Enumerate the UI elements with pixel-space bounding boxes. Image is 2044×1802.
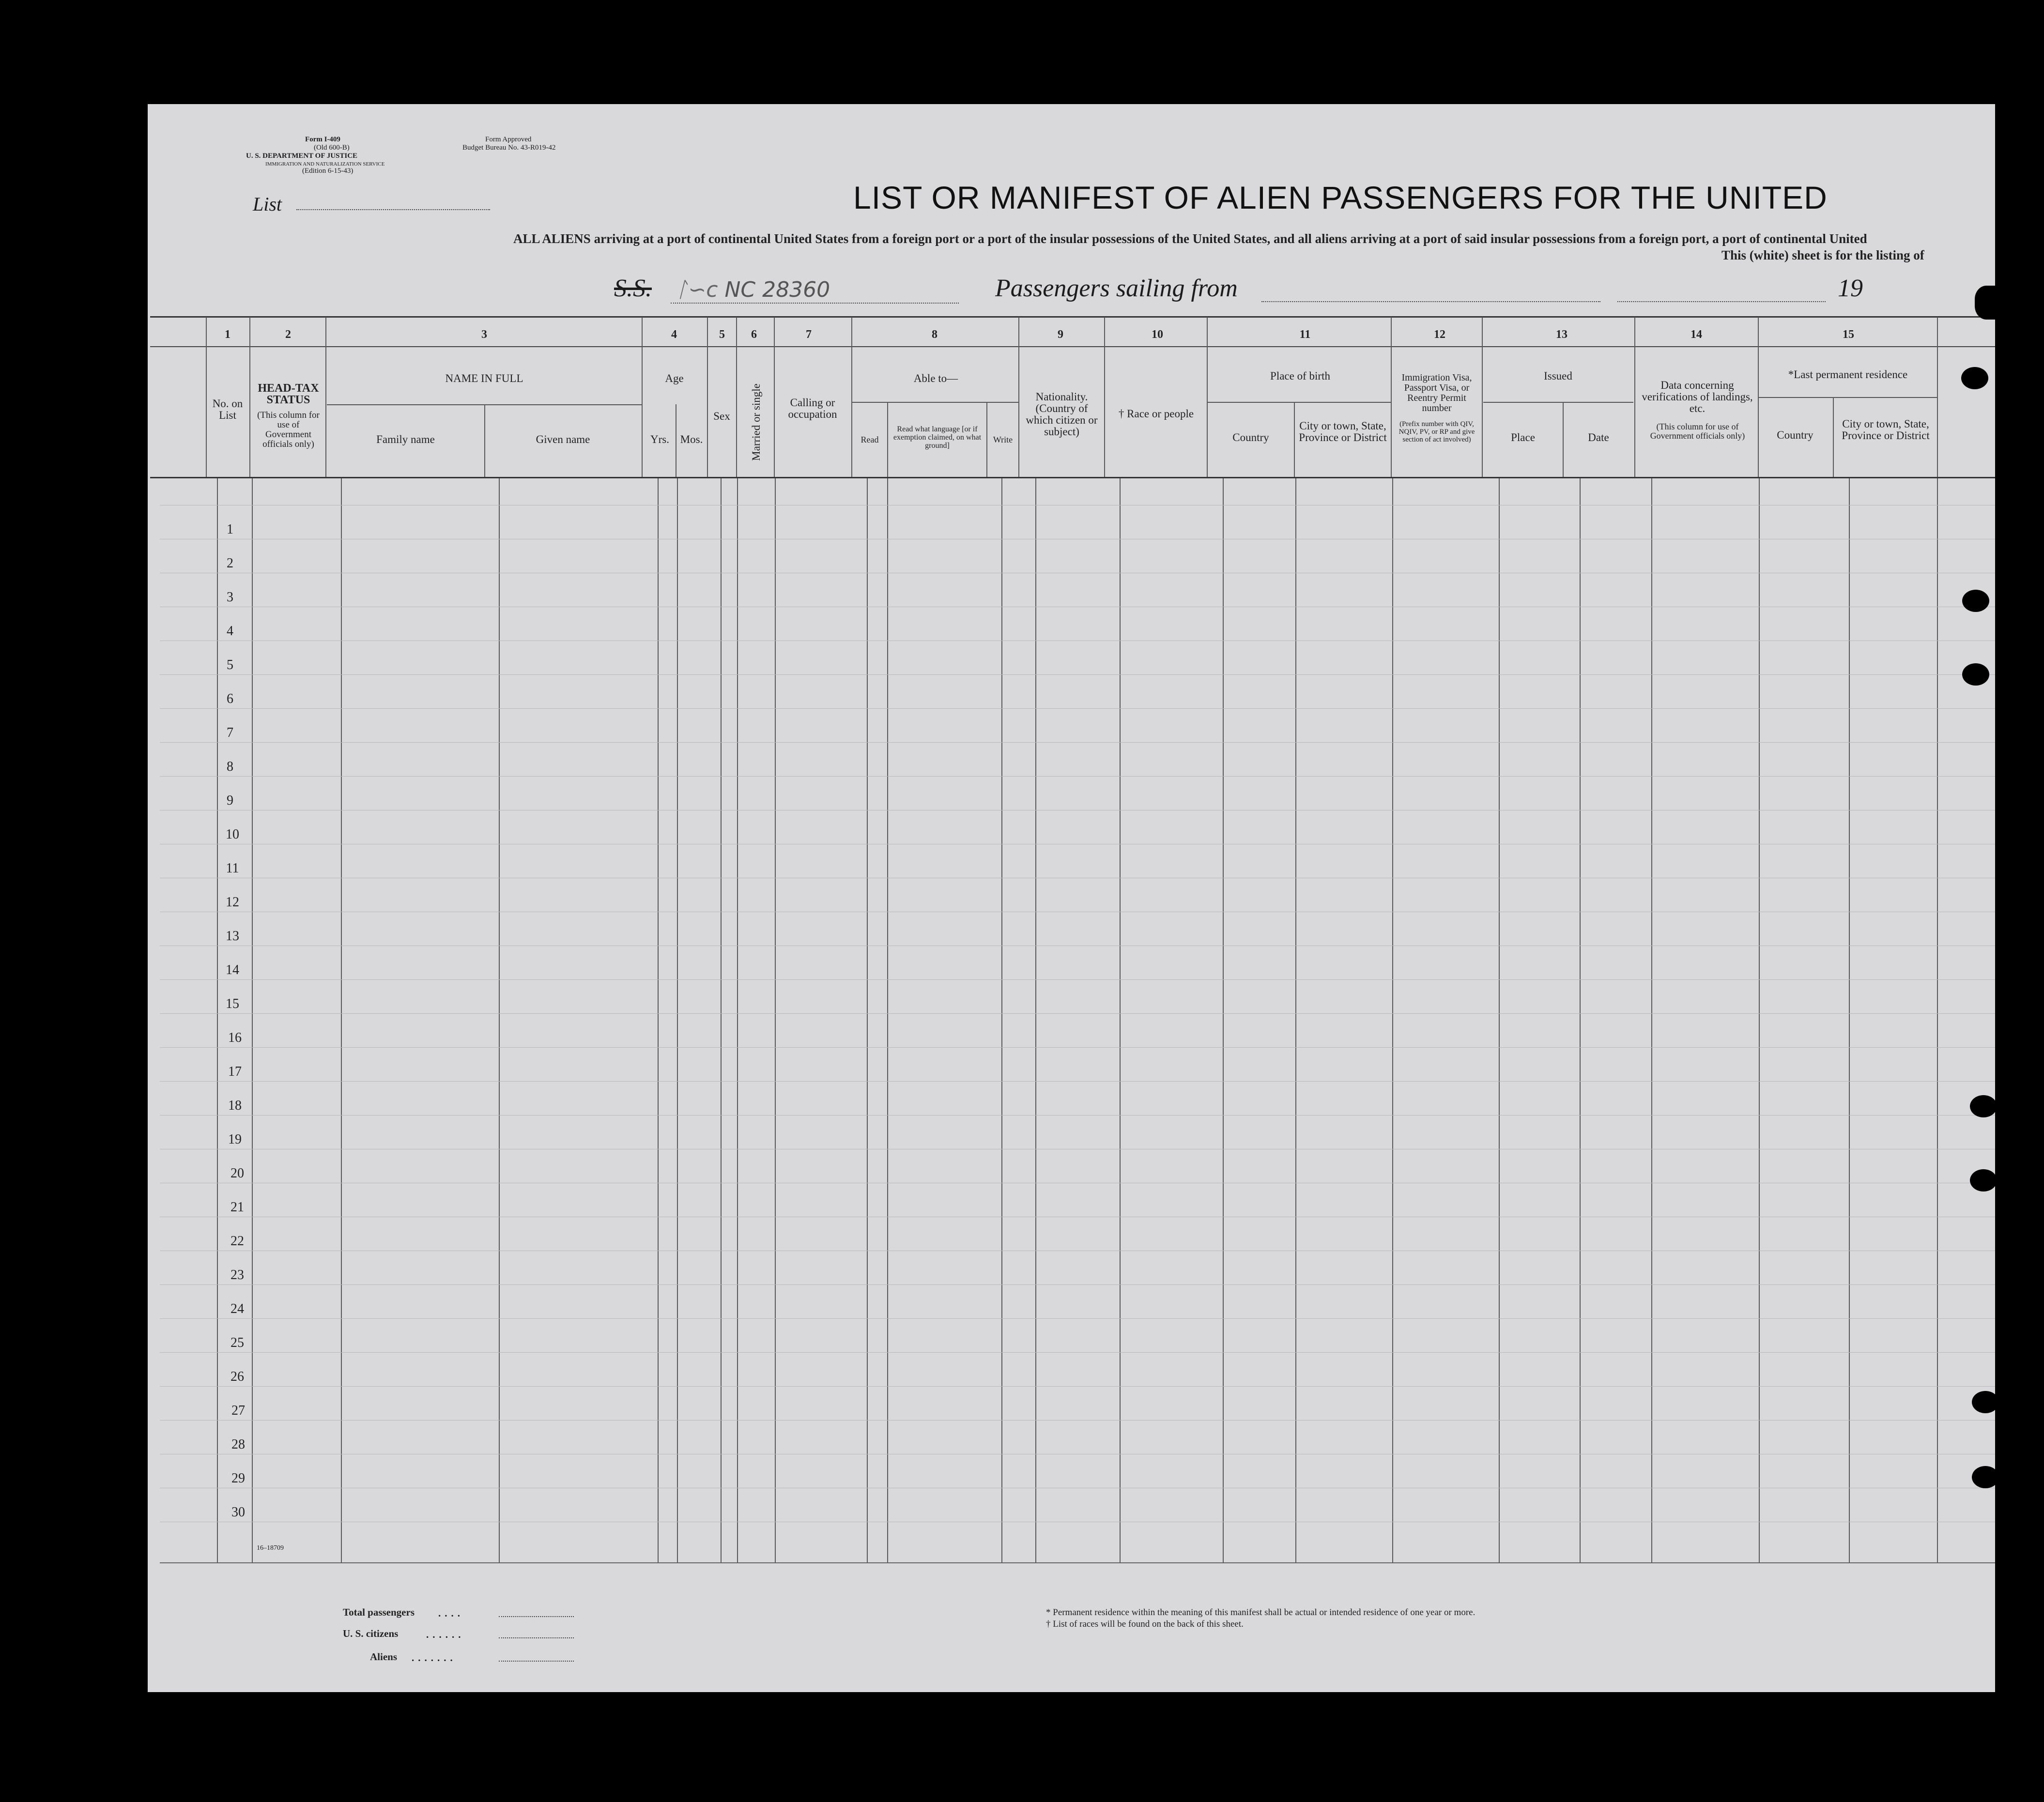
- year-label: 19: [1838, 275, 1863, 302]
- row-number: 20: [231, 1166, 244, 1181]
- binder-hole: [1970, 1095, 1997, 1117]
- header-nationality: Nationality. (Country of which citizen or subject): [1026, 391, 1098, 438]
- row-line: [160, 742, 1995, 743]
- binder-hole: [1970, 1169, 1997, 1191]
- body-vline-17: [1499, 478, 1500, 1563]
- body-vline-5: [677, 478, 678, 1563]
- vline-13: [1104, 317, 1105, 477]
- header-family-name: Family name: [376, 433, 435, 445]
- list-blank[interactable]: [296, 209, 490, 210]
- vline-15: [1294, 402, 1295, 477]
- header-write: Write: [993, 435, 1013, 444]
- header-city-town-2: City or town, State, Province or District: [1842, 418, 1930, 442]
- binder-hole: [1962, 590, 1989, 612]
- vline-18: [1563, 402, 1564, 477]
- row-line: [160, 776, 1995, 777]
- binder-hole: [1962, 663, 1989, 686]
- body-vline-15: [1295, 478, 1296, 1563]
- vline-7: [736, 317, 737, 477]
- body-vline-2: [341, 478, 342, 1563]
- row-number: 2: [227, 556, 233, 571]
- header-landings: Data concerning verifications of landings, etc.: [1642, 379, 1753, 414]
- issued-subrule: [1483, 402, 1633, 403]
- header-place-of-birth: Place of birth: [1270, 370, 1330, 382]
- table-top-rule: [150, 316, 1995, 318]
- row-number: 22: [231, 1234, 244, 1249]
- row-number: 26: [231, 1369, 244, 1384]
- header-country-2: Country: [1777, 429, 1813, 441]
- colnum-11: 11: [1299, 328, 1311, 341]
- vline-11: [986, 402, 987, 477]
- port-blank[interactable]: [1261, 301, 1600, 302]
- aliens-label: Aliens: [370, 1651, 398, 1663]
- vline-10: [887, 402, 888, 477]
- vline-4: [642, 317, 643, 477]
- colnum-8: 8: [932, 328, 937, 341]
- able-subrule: [852, 402, 1019, 403]
- header-place: Place: [1511, 431, 1535, 443]
- total-passengers-label: Total passengers: [343, 1606, 415, 1618]
- header-bottom-rule: [150, 477, 1995, 478]
- body-vline-21: [1849, 478, 1850, 1563]
- header-able-to: Able to—: [913, 372, 958, 384]
- body-vline-16: [1392, 478, 1393, 1563]
- vline-3: [484, 404, 485, 477]
- colnum-5: 5: [719, 328, 725, 341]
- body-vline-22: [1937, 478, 1938, 1563]
- body-vline-19: [1651, 478, 1652, 1563]
- vline-1: [249, 317, 250, 477]
- row-number: 25: [231, 1335, 244, 1350]
- total-passengers-field[interactable]: [499, 1616, 574, 1617]
- colnum-rule: [150, 346, 1995, 347]
- row-number: 28: [231, 1437, 245, 1452]
- old-form: (Old 600-B): [314, 144, 350, 152]
- row-line: [160, 1318, 1995, 1319]
- row-number: 16: [228, 1030, 242, 1045]
- row-line: [160, 1013, 1995, 1014]
- vline-0: [206, 317, 207, 477]
- row-line: [160, 1284, 1995, 1285]
- header-city-town: City or town, State, Province or District: [1299, 420, 1387, 443]
- colnum-12: 12: [1434, 328, 1445, 341]
- header-name-in-full: NAME IN FULL: [445, 372, 523, 384]
- header-no-on-list: No. on List: [212, 397, 243, 421]
- header-date: Date: [1588, 431, 1609, 443]
- colnum-1: 1: [225, 328, 231, 341]
- table-bottom-rule: [160, 1562, 1995, 1563]
- header-landings-note: (This column for use of Government officials only): [1650, 422, 1745, 441]
- vline-12: [1018, 317, 1019, 477]
- row-number: 3: [227, 590, 233, 605]
- body-vline-10: [887, 478, 888, 1563]
- body-vline-7: [737, 478, 738, 1563]
- aliens-field[interactable]: [499, 1661, 574, 1662]
- row-line: [160, 1352, 1995, 1353]
- ship-registration: NC 28360: [724, 277, 830, 302]
- row-number: 12: [226, 895, 239, 910]
- colnum-7: 7: [806, 328, 812, 341]
- row-number: 18: [228, 1098, 242, 1113]
- body-vline-20: [1759, 478, 1760, 1563]
- vline-20: [1758, 317, 1759, 477]
- body-vline-13: [1120, 478, 1121, 1563]
- body-vline-4: [658, 478, 659, 1563]
- vline-8: [774, 317, 775, 477]
- binder-hole: [1972, 1391, 1999, 1413]
- subtitle: ALL ALIENS arriving at a port of continental United States from a foreign port or a port of the insular possessions of the United States, and all aliens arriving at a port of said insular possessions from a foreign port, a port of continental United: [513, 231, 1867, 246]
- edition: (Edition 6-15-43): [302, 167, 353, 175]
- body-vline-9: [867, 478, 868, 1563]
- body-vline-11: [1001, 478, 1002, 1563]
- row-number: 19: [228, 1132, 242, 1147]
- total-passengers-dots: ....: [438, 1607, 464, 1619]
- header-calling: Calling or occupation: [788, 397, 837, 420]
- row-number: 27: [231, 1403, 245, 1418]
- aliens-dots: .......: [412, 1652, 457, 1664]
- vline-22: [1937, 317, 1938, 477]
- row-line: [160, 674, 1995, 675]
- form-number: Form I-409: [305, 136, 340, 143]
- binder-hole: [1961, 367, 1988, 389]
- body-vline-6: [721, 478, 722, 1563]
- header-issued: Issued: [1544, 370, 1572, 382]
- row-number: 23: [231, 1268, 244, 1283]
- body-vline-8: [775, 478, 776, 1563]
- body-vline-0: [217, 478, 218, 1563]
- header-head-tax: HEAD-TAX STATUS: [258, 382, 319, 406]
- colnum-15: 15: [1843, 328, 1854, 341]
- row-number: 6: [227, 691, 233, 706]
- row-number: 17: [228, 1064, 242, 1079]
- vline-17: [1482, 317, 1483, 477]
- footnote-residence: * Permanent residence within the meaning of this manifest shall be actual or intended residence of one year or more.: [1046, 1607, 1475, 1618]
- footnote-races: † List of races will be found on the back of this sheet.: [1046, 1619, 1244, 1629]
- vline-19: [1634, 317, 1635, 477]
- header-last-residence: *Last permanent residence: [1788, 368, 1908, 381]
- body-vline-12: [1035, 478, 1036, 1563]
- header-read-language: Read what language [or if exemption claimed, on what ground]: [893, 425, 982, 450]
- header-mos: Mos.: [680, 433, 703, 445]
- row-line: [160, 1081, 1995, 1082]
- binder-hole: [1972, 1466, 1999, 1488]
- row-line: [160, 708, 1995, 709]
- body-vline-1: [252, 478, 253, 1563]
- ship-underline: [671, 303, 959, 304]
- department: U. S. DEPARTMENT OF JUSTICE: [246, 152, 358, 160]
- page-title: LIST OR MANIFEST OF ALIEN PASSENGERS FOR THE UNITED: [853, 180, 1828, 215]
- colnum-4: 4: [671, 328, 677, 341]
- row-number: 8: [227, 759, 233, 774]
- vline-9: [851, 317, 852, 477]
- row-number: 10: [226, 827, 239, 842]
- vline-2: [325, 317, 326, 477]
- date-blank[interactable]: [1617, 301, 1826, 302]
- colnum-13: 13: [1556, 328, 1568, 341]
- colnum-2: 2: [285, 328, 291, 341]
- colnum-6: 6: [751, 328, 757, 341]
- header-married: Married or single: [750, 383, 762, 461]
- header-sex: Sex: [713, 410, 730, 422]
- header-yrs: Yrs.: [650, 433, 669, 445]
- ship-name-handwritten[interactable]: [676, 277, 830, 302]
- body-vline-18: [1580, 478, 1581, 1563]
- us-citizens-label: U. S. citizens: [343, 1628, 399, 1639]
- row-number: 7: [227, 725, 233, 740]
- header-visa: Immigration Visa, Passport Visa, or Reentry Permit number: [1401, 372, 1472, 413]
- subtitle-2: This (white) sheet is for the listing of: [1721, 248, 1924, 262]
- us-citizens-dots: ......: [426, 1629, 465, 1640]
- row-number: 14: [226, 962, 239, 977]
- row-number: 30: [231, 1505, 245, 1520]
- header-given-name: Given name: [536, 433, 590, 445]
- ship-scribble: ᛚ∽ᴄ: [676, 277, 718, 302]
- body-vline-3: [499, 478, 500, 1563]
- row-number: 4: [227, 624, 233, 639]
- vline-14: [1207, 317, 1208, 477]
- header-head-tax-note: (This column for use of Government officials only): [257, 410, 320, 449]
- row-number: 13: [226, 929, 239, 944]
- vline-21: [1833, 397, 1834, 477]
- colnum-3: 3: [481, 328, 487, 341]
- header-age: Age: [665, 372, 684, 384]
- header-read: Read: [861, 435, 879, 444]
- row-line: [160, 1386, 1995, 1387]
- us-citizens-field[interactable]: [499, 1637, 574, 1638]
- birth-subrule: [1207, 402, 1391, 403]
- row-number: 15: [226, 996, 239, 1011]
- header-race: † Race or people: [1118, 408, 1194, 420]
- binder-tab: [1975, 286, 2004, 320]
- row-number: 9: [227, 793, 233, 808]
- row-number: 21: [231, 1200, 244, 1215]
- print-code: 16–18709: [257, 1544, 284, 1552]
- colnum-9: 9: [1058, 328, 1063, 341]
- vline-6: [707, 317, 708, 477]
- row-number: 1: [227, 522, 233, 537]
- colnum-14: 14: [1691, 328, 1702, 341]
- service: IMMIGRATION AND NATURALIZATION SERVICE: [265, 161, 385, 167]
- form-approved: Form Approved: [485, 136, 532, 143]
- header-visa-note: (Prefix number with QIV, NQIV, PV, or RP and give section of act involved): [1399, 420, 1475, 443]
- row-line: [160, 979, 1995, 980]
- row-number: 11: [226, 861, 239, 876]
- list-label: List: [253, 193, 282, 215]
- row-number: 5: [227, 657, 233, 672]
- vline-16: [1391, 317, 1392, 477]
- budget-bureau: Budget Bureau No. 43-R019-42: [462, 144, 556, 152]
- body-vline-14: [1223, 478, 1224, 1563]
- row-line: [160, 1047, 1995, 1048]
- row-number: 24: [231, 1301, 244, 1316]
- ss-label: S.S.: [614, 275, 652, 302]
- passengers-sailing-from: Passengers sailing from: [995, 275, 1238, 302]
- row-number: 29: [231, 1471, 245, 1486]
- residence-subrule: [1758, 397, 1937, 398]
- colnum-10: 10: [1152, 328, 1163, 341]
- header-country: Country: [1232, 431, 1269, 443]
